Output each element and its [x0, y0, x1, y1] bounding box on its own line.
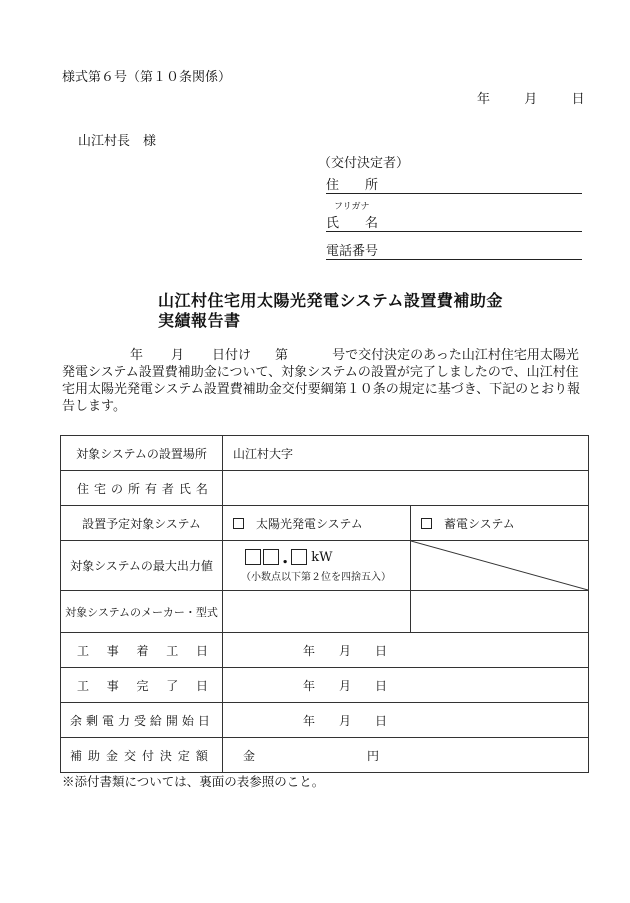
furigana-label: フリガナ [334, 202, 370, 212]
grant-unit: 円 [367, 748, 380, 763]
table-row [61, 738, 589, 773]
option-battery-label: 蓄電システム [444, 516, 515, 531]
table-row [61, 436, 589, 471]
decimal-point: . [282, 546, 289, 568]
surplus-start-value[interactable]: 年 月 日 [223, 703, 589, 738]
option-solar[interactable] [223, 506, 411, 541]
report-table [60, 435, 589, 773]
complete-date-label: 工 事 完 了 日 [61, 668, 223, 703]
phone-field[interactable] [326, 240, 582, 260]
solar-checkbox[interactable] [233, 518, 244, 529]
target-system-label: 設置予定対象システム [61, 506, 223, 541]
body-month: 月 [171, 348, 185, 363]
option-battery[interactable] [411, 506, 589, 541]
form-code: 様式第６号（第１０条関係） [62, 70, 232, 85]
table-row [61, 541, 589, 591]
date-day-label: 日 [571, 92, 585, 107]
addressee: 山江村長 様 [78, 134, 157, 149]
grant-amount-value[interactable] [223, 738, 589, 773]
table-row [61, 668, 589, 703]
name-label: 氏 名 [326, 216, 379, 231]
document-title-line1: 山江村住宅用太陽光発電システム設置費補助金 [158, 291, 503, 310]
document-title-line2: 実績報告書 [158, 311, 241, 330]
location-value: 山江村大字 [233, 446, 294, 461]
maker-extra-cell[interactable] [411, 591, 589, 633]
location-label: 対象システムの設置場所 [61, 436, 223, 471]
table-row [61, 506, 589, 541]
output-decimal-box[interactable] [291, 549, 307, 565]
output-note: （小数点以下第２位を四捨五入） [241, 571, 391, 583]
header-date [477, 88, 585, 107]
table-row [61, 471, 589, 506]
table-row [61, 591, 589, 633]
date-year-label: 年 [477, 92, 491, 107]
battery-checkbox[interactable] [421, 518, 432, 529]
output-value-cell[interactable] [223, 541, 411, 591]
start-date-label: 工 事 着 工 日 [61, 633, 223, 668]
complete-date-value[interactable]: 年 月 日 [223, 668, 589, 703]
date-month-label: 月 [524, 92, 538, 107]
body-day-dated: 日付け [212, 348, 252, 363]
applicant-heading: （交付決定者） [318, 156, 410, 171]
footnote: ※添付書類については、裏面の表参照のこと。 [62, 774, 325, 789]
table-row [61, 633, 589, 668]
output-unit: kW [311, 549, 333, 565]
diagonal-line [411, 541, 588, 590]
address-label: 住 所 [326, 178, 379, 193]
grant-amount-label: 補 助 金 交 付 決 定 額 [61, 738, 223, 773]
diagonal-cell [411, 541, 589, 591]
maker-label: 対象システムのメーカー・型式 [61, 591, 223, 633]
owner-label: 住 宅 の 所 有 者 氏 名 [61, 471, 223, 506]
start-date-value[interactable]: 年 月 日 [223, 633, 589, 668]
output-digit-box[interactable] [263, 549, 279, 565]
location-value-cell[interactable] [223, 436, 589, 471]
body-number-prefix: 第 [275, 348, 289, 363]
maker-value-cell[interactable] [223, 591, 411, 633]
owner-value-cell[interactable] [223, 471, 589, 506]
body-rest: 号で交付決定のあった山江村住宅用太陽光発電システム設置費補助金について、対象システムの設置が完了しましたので、山江村住宅用太陽光発電システム設置費補助金交付要綱第１０条の規定に基づき、下記のとおり報告します。 [62, 348, 581, 414]
address-field[interactable] [326, 174, 582, 194]
name-field[interactable] [326, 212, 582, 232]
phone-label: 電話番号 [326, 244, 379, 259]
output-label: 対象システムの最大出力値 [61, 541, 223, 591]
surplus-start-label: 余 剰 電 力 受 給 開 始 日 [61, 703, 223, 738]
body-paragraph [62, 347, 586, 415]
body-year: 年 [130, 348, 144, 363]
grant-prefix: 金 [243, 748, 256, 763]
table-row [61, 703, 589, 738]
option-solar-label: 太陽光発電システム [256, 516, 363, 531]
output-digit-box[interactable] [245, 549, 261, 565]
